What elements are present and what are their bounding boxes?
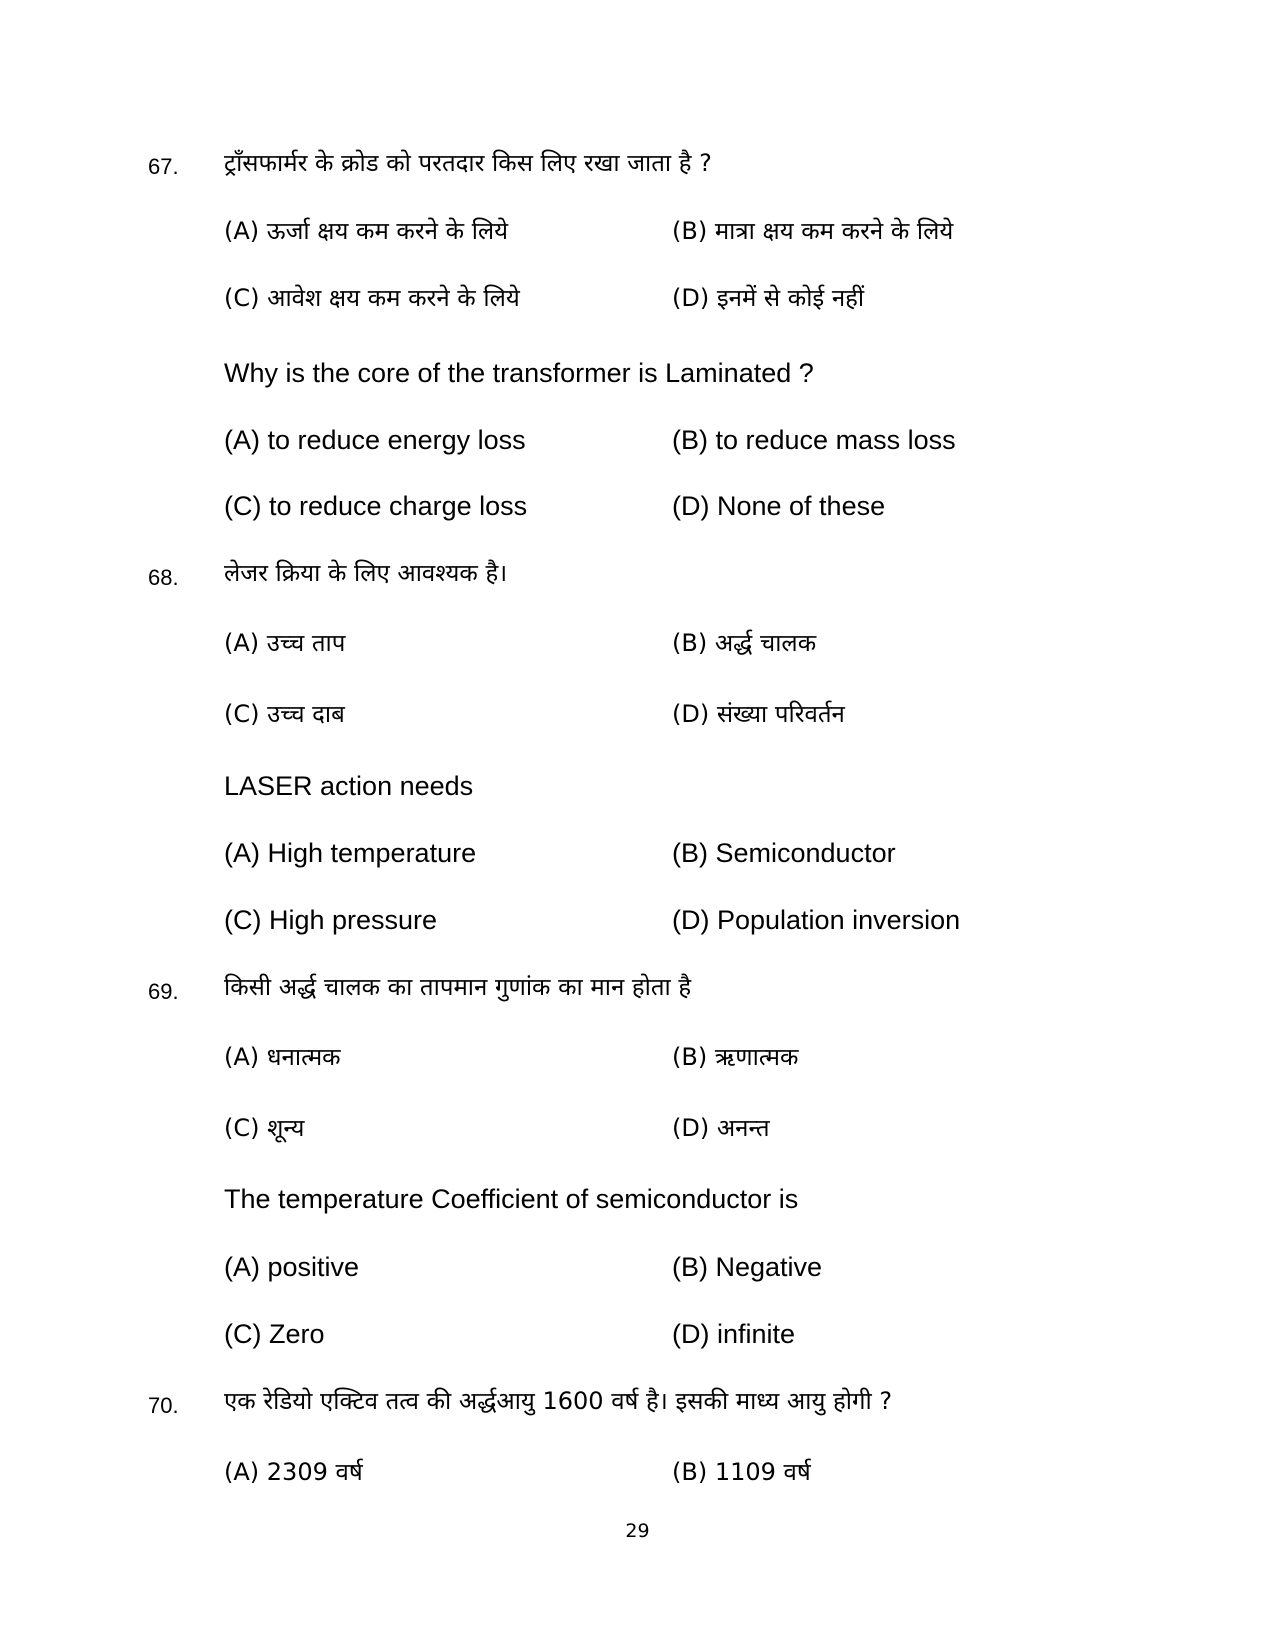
option-a-hindi: (A) धनात्मक <box>224 1043 341 1071</box>
option-d-english: (D) infinite <box>672 1319 796 1349</box>
option-c-hindi: (C) शून्य <box>224 1114 305 1142</box>
option-a-english: (A) High temperature <box>224 838 477 868</box>
hindi-question-text: लेजर क्रिया के लिए आवश्यक है। <box>224 559 508 587</box>
option-c-english: (C) to reduce charge loss <box>224 491 528 521</box>
hindi-question-text: किसी अर्द्ध चालक का तापमान गुणांक का मान होता है <box>224 973 692 1001</box>
option-a-english: (A) to reduce energy loss <box>224 425 526 455</box>
option-c-english: (C) High pressure <box>224 905 438 935</box>
question-number: 68. <box>148 565 179 590</box>
option-d-hindi: (D) अनन्त <box>672 1114 770 1142</box>
option-d-hindi: (D) इनमें से कोई नहीं <box>672 284 865 312</box>
option-d-hindi: (D) संख्या परिवर्तन <box>672 700 845 728</box>
option-b-english: (B) Negative <box>672 1252 823 1282</box>
option-d-english: (D) None of these <box>672 491 886 521</box>
english-question-text: Why is the core of the transformer is Laminated ? <box>224 358 814 388</box>
question-number: 70. <box>148 1393 179 1418</box>
option-b-hindi: (B) ऋणात्मक <box>672 1043 799 1071</box>
option-c-hindi: (C) उच्च दाब <box>224 700 345 728</box>
option-a-hindi: (A) उच्च ताप <box>224 629 346 657</box>
question-number: 67. <box>148 154 179 179</box>
hindi-question-text: ट्राँसफार्मर के क्रोड को परतदार किस लिए रखा जाता है ? <box>224 149 712 177</box>
hindi-question-text: एक रेडियो एक्टिव तत्व की अर्द्धआयु 1600 वर्ष है। इसकी माध्य आयु होगी ? <box>224 1387 893 1415</box>
option-a-english: (A) positive <box>224 1252 360 1282</box>
page-number: 29 <box>625 1520 650 1542</box>
option-a-hindi: (A) ऊर्जा क्षय कम करने के लिये <box>224 217 509 245</box>
option-a-hindi: (A) 2309 वर्ष <box>224 1458 363 1486</box>
option-b-english: (B) to reduce mass loss <box>672 425 956 455</box>
option-b-english: (B) Semiconductor <box>672 838 896 868</box>
option-b-hindi: (B) 1109 वर्ष <box>672 1458 811 1486</box>
option-d-english: (D) Population inversion <box>672 905 961 935</box>
english-question-text: The temperature Coefficient of semiconductor is <box>224 1184 799 1214</box>
question-number: 69. <box>148 979 179 1004</box>
english-question-text: LASER action needs <box>224 771 474 801</box>
option-b-hindi: (B) मात्रा क्षय कम करने के लिये <box>672 217 954 245</box>
option-c-hindi: (C) आवेश क्षय कम करने के लिये <box>224 284 520 312</box>
option-c-english: (C) Zero <box>224 1319 325 1349</box>
option-b-hindi: (B) अर्द्ध चालक <box>672 629 817 657</box>
